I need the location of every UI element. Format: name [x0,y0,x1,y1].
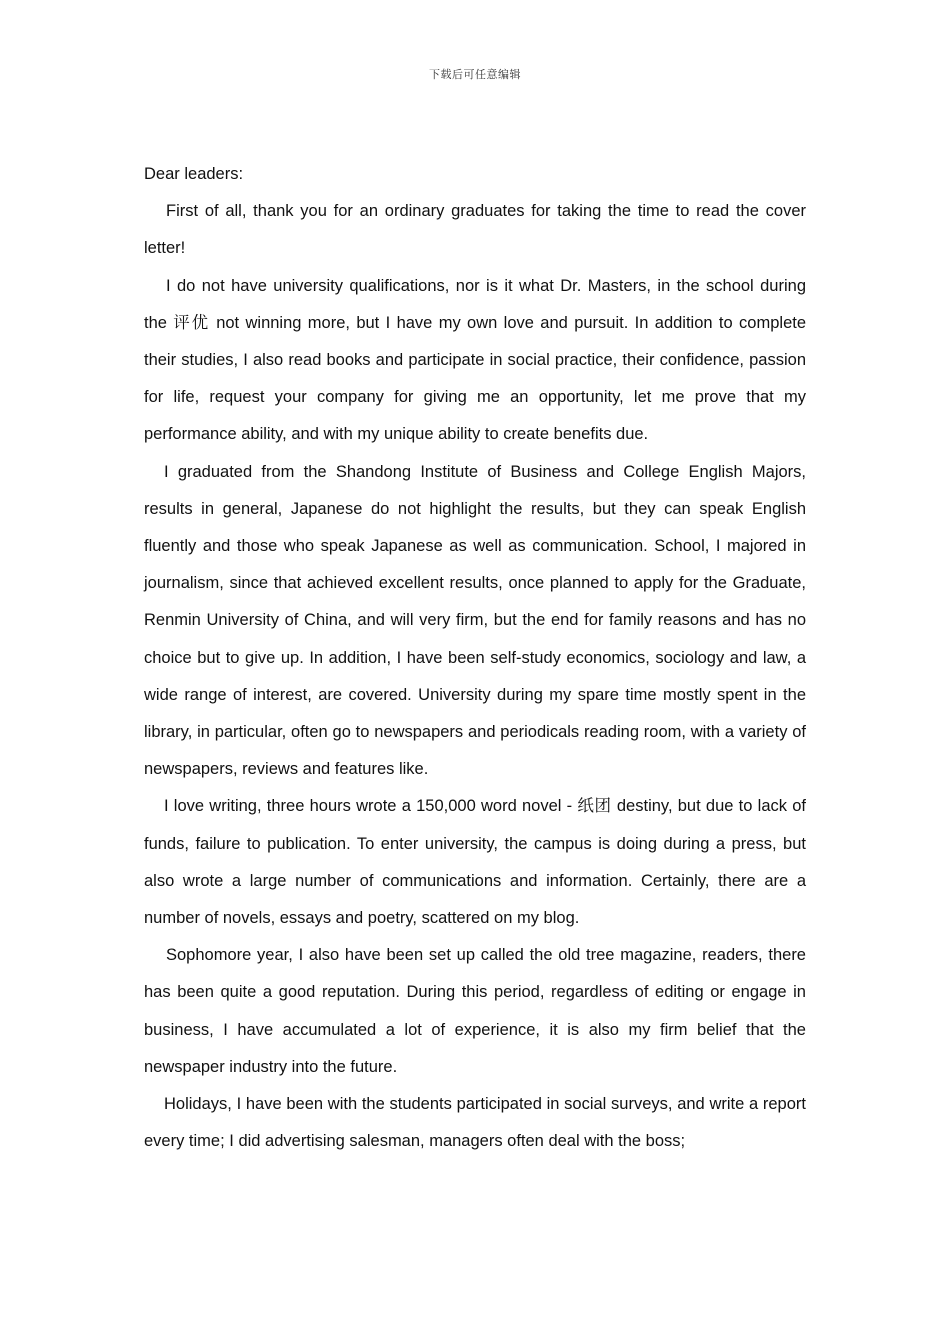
paragraph-writing: I love writing, three hours wrote a 150,000 word novel - 纸团 destiny, but due to lack of funds, failure to publication. To enter university, the campus is doing during a press, but also wrote a large number of communications and information. Certainly, there are a number of novels, essays and poetry, scattered on my blog. [144,797,806,928]
paragraph-education: I graduated from the Shandong Institute of Business and College English Majors, results in general, Japanese do not highlight the results, but they can speak English fluently and those who speak Japanese as well as communication. School, I majored in journalism, since that achieved excellent results, once planned to apply for the Graduate, Renmin University of China, and will very firm, but the end for family reasons and has no choice but to give up. In addition, I have been self-study economics, sociology and law, a wide range of interest, are covered. University during my spare time mostly spent in the library, in particular, often go to newspapers and periodicals reading room, with a variety of newspapers, reviews and features like. [144,462,806,779]
paragraph-qualifications: I do not have university qualifications, nor is it what Dr. Masters, in the school during the 评优 not winning more, but I have my own love and pursuit. In addition to complete their studies, I also read books and participate in social practice, their confidence, passion for life, request your company for giving me an opportunity, let me prove that my performance ability, and with my unique ability to create benefits due. [144,276,806,444]
page-header-note: 下载后可任意编辑 [429,68,521,81]
paragraph-thanks: First of all, thank you for an ordinary graduates for taking the time to read the cover letter! [144,202,806,258]
paragraph-holidays: Holidays, I have been with the students participated in social surveys, and write a report every time; I did advertising salesman, managers often deal with the boss; [144,1095,806,1151]
paragraph-magazine: Sophomore year, I also have been set up called the old tree magazine, readers, there has been quite a good reputation. During this period, regardless of editing or engage in business, I have accumulated a lot of experience, it is also my firm belief that the newspaper industry into the future. [144,946,806,1076]
salutation: Dear leaders: [144,165,244,183]
cover-letter-body [144,156,806,1160]
